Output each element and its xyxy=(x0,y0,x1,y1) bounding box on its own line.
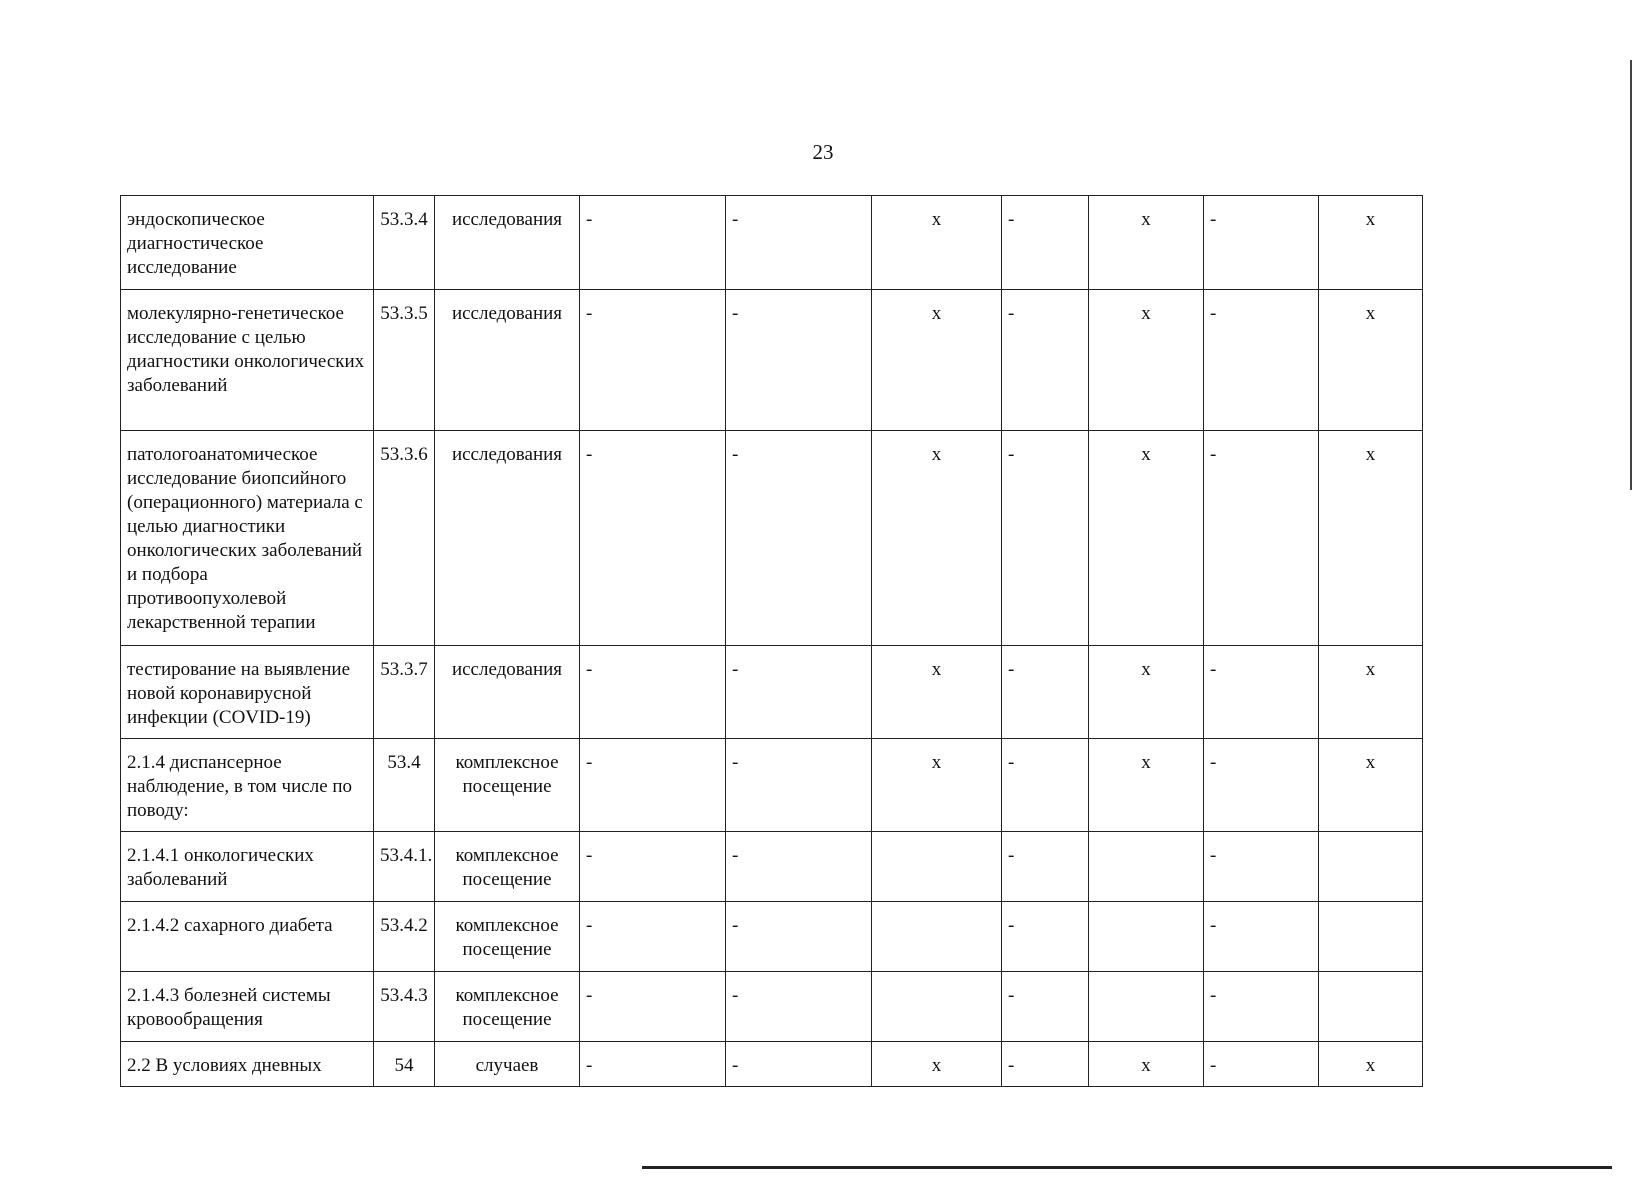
table-cell: - xyxy=(580,290,726,431)
table-cell xyxy=(1319,832,1423,902)
table-cell xyxy=(872,832,1002,902)
table-cell: - xyxy=(726,196,872,290)
table-cell: х xyxy=(872,739,1002,832)
table-cell: - xyxy=(1204,972,1319,1042)
row-code: 53.3.7 xyxy=(374,646,435,739)
table-cell: - xyxy=(726,972,872,1042)
table-cell: - xyxy=(1002,902,1089,972)
table-cell: - xyxy=(726,1042,872,1087)
table-cell: - xyxy=(726,290,872,431)
table-cell xyxy=(872,902,1002,972)
row-name: патологоанатомическое исследование биопсийного (операционного) материала с целью диагностики онкологических заболеваний и подбора противоопухолевой лекарственной терапии xyxy=(121,431,374,646)
table-cell: - xyxy=(726,646,872,739)
page-edge-line xyxy=(1630,60,1632,490)
row-code: 53.4.2 xyxy=(374,902,435,972)
row-unit: исследования xyxy=(435,290,580,431)
table-cell: - xyxy=(1204,196,1319,290)
table-cell xyxy=(1089,972,1204,1042)
row-code: 53.4.3 xyxy=(374,972,435,1042)
table-cell: - xyxy=(580,196,726,290)
row-name: 2.1.4.1 онкологических заболеваний xyxy=(121,832,374,902)
row-unit: исследования xyxy=(435,196,580,290)
table-cell: х xyxy=(1319,431,1423,646)
table-cell: х xyxy=(872,1042,1002,1087)
table-cell: х xyxy=(872,196,1002,290)
table-cell: х xyxy=(1089,431,1204,646)
row-name: молекулярно-генетическое исследование с целью диагностики онкологических заболеваний xyxy=(121,290,374,431)
table-cell: - xyxy=(1204,1042,1319,1087)
table-row xyxy=(121,290,1423,431)
table-cell xyxy=(1089,832,1204,902)
table-row xyxy=(121,196,1423,290)
table-cell: х xyxy=(1319,646,1423,739)
row-code: 53.3.4 xyxy=(374,196,435,290)
table-cell: - xyxy=(1204,902,1319,972)
table-cell: х xyxy=(1319,1042,1423,1087)
table-cell: - xyxy=(1204,832,1319,902)
table-cell: - xyxy=(580,972,726,1042)
row-name: тестирование на выявление новой коронавирусной инфекции (COVID-19) xyxy=(121,646,374,739)
table-cell: - xyxy=(580,832,726,902)
table-row xyxy=(121,431,1423,646)
row-unit: комплексное посещение xyxy=(435,832,580,902)
table-cell: - xyxy=(726,902,872,972)
table-cell: - xyxy=(726,431,872,646)
table-cell: - xyxy=(1002,832,1089,902)
row-unit: комплексное посещение xyxy=(435,739,580,832)
table-cell: х xyxy=(1089,646,1204,739)
table-row xyxy=(121,1042,1423,1087)
row-unit: комплексное посещение xyxy=(435,972,580,1042)
table-cell: - xyxy=(726,832,872,902)
table-cell: х xyxy=(1089,1042,1204,1087)
table-cell: - xyxy=(1002,431,1089,646)
row-name: эндоскопическое диагностическое исследование xyxy=(121,196,374,290)
table-cell: - xyxy=(1002,739,1089,832)
row-name: 2.1.4.2 сахарного диабета xyxy=(121,902,374,972)
row-code: 53.3.6 xyxy=(374,431,435,646)
row-code: 53.4 xyxy=(374,739,435,832)
table-row xyxy=(121,832,1423,902)
table-cell: - xyxy=(1002,972,1089,1042)
row-name: 2.1.4.3 болезней системы кровообращения xyxy=(121,972,374,1042)
table-cell: - xyxy=(1204,739,1319,832)
table-cell: - xyxy=(1204,431,1319,646)
table-cell: - xyxy=(1002,1042,1089,1087)
table-cell: - xyxy=(1002,646,1089,739)
table-cell: х xyxy=(1089,196,1204,290)
table-cell: - xyxy=(726,739,872,832)
table-cell: - xyxy=(1002,290,1089,431)
table-cell: х xyxy=(872,646,1002,739)
table-cell: - xyxy=(1204,646,1319,739)
table-cell: х xyxy=(872,290,1002,431)
table-cell: - xyxy=(580,431,726,646)
table-cell xyxy=(1319,972,1423,1042)
table-cell: х xyxy=(1089,739,1204,832)
table-cell: - xyxy=(580,902,726,972)
table-cell: х xyxy=(872,431,1002,646)
page-number: 23 xyxy=(812,140,834,164)
table-row xyxy=(121,739,1423,832)
bottom-rule xyxy=(642,1166,1612,1169)
table-cell: - xyxy=(580,646,726,739)
row-name: 2.1.4 диспансерное наблюдение, в том числе по поводу: xyxy=(121,739,374,832)
row-code: 54 xyxy=(374,1042,435,1087)
table-cell: х xyxy=(1319,739,1423,832)
table-row xyxy=(121,646,1423,739)
table-cell: - xyxy=(1204,290,1319,431)
table-cell xyxy=(872,972,1002,1042)
table-cell xyxy=(1089,902,1204,972)
data-table xyxy=(120,195,1423,1087)
table-cell: - xyxy=(580,739,726,832)
table-cell: х xyxy=(1319,290,1423,431)
row-unit: случаев xyxy=(435,1042,580,1087)
table-cell: х xyxy=(1319,196,1423,290)
row-unit: исследования xyxy=(435,646,580,739)
row-unit: исследования xyxy=(435,431,580,646)
row-name: 2.2 В условиях дневных xyxy=(121,1042,374,1087)
table-row xyxy=(121,902,1423,972)
row-code: 53.3.5 xyxy=(374,290,435,431)
table-row xyxy=(121,972,1423,1042)
table-cell: - xyxy=(580,1042,726,1087)
table-cell: - xyxy=(1002,196,1089,290)
table-cell: х xyxy=(1089,290,1204,431)
row-code: 53.4.1. xyxy=(374,832,435,902)
table-cell xyxy=(1319,902,1423,972)
row-unit: комплексное посещение xyxy=(435,902,580,972)
